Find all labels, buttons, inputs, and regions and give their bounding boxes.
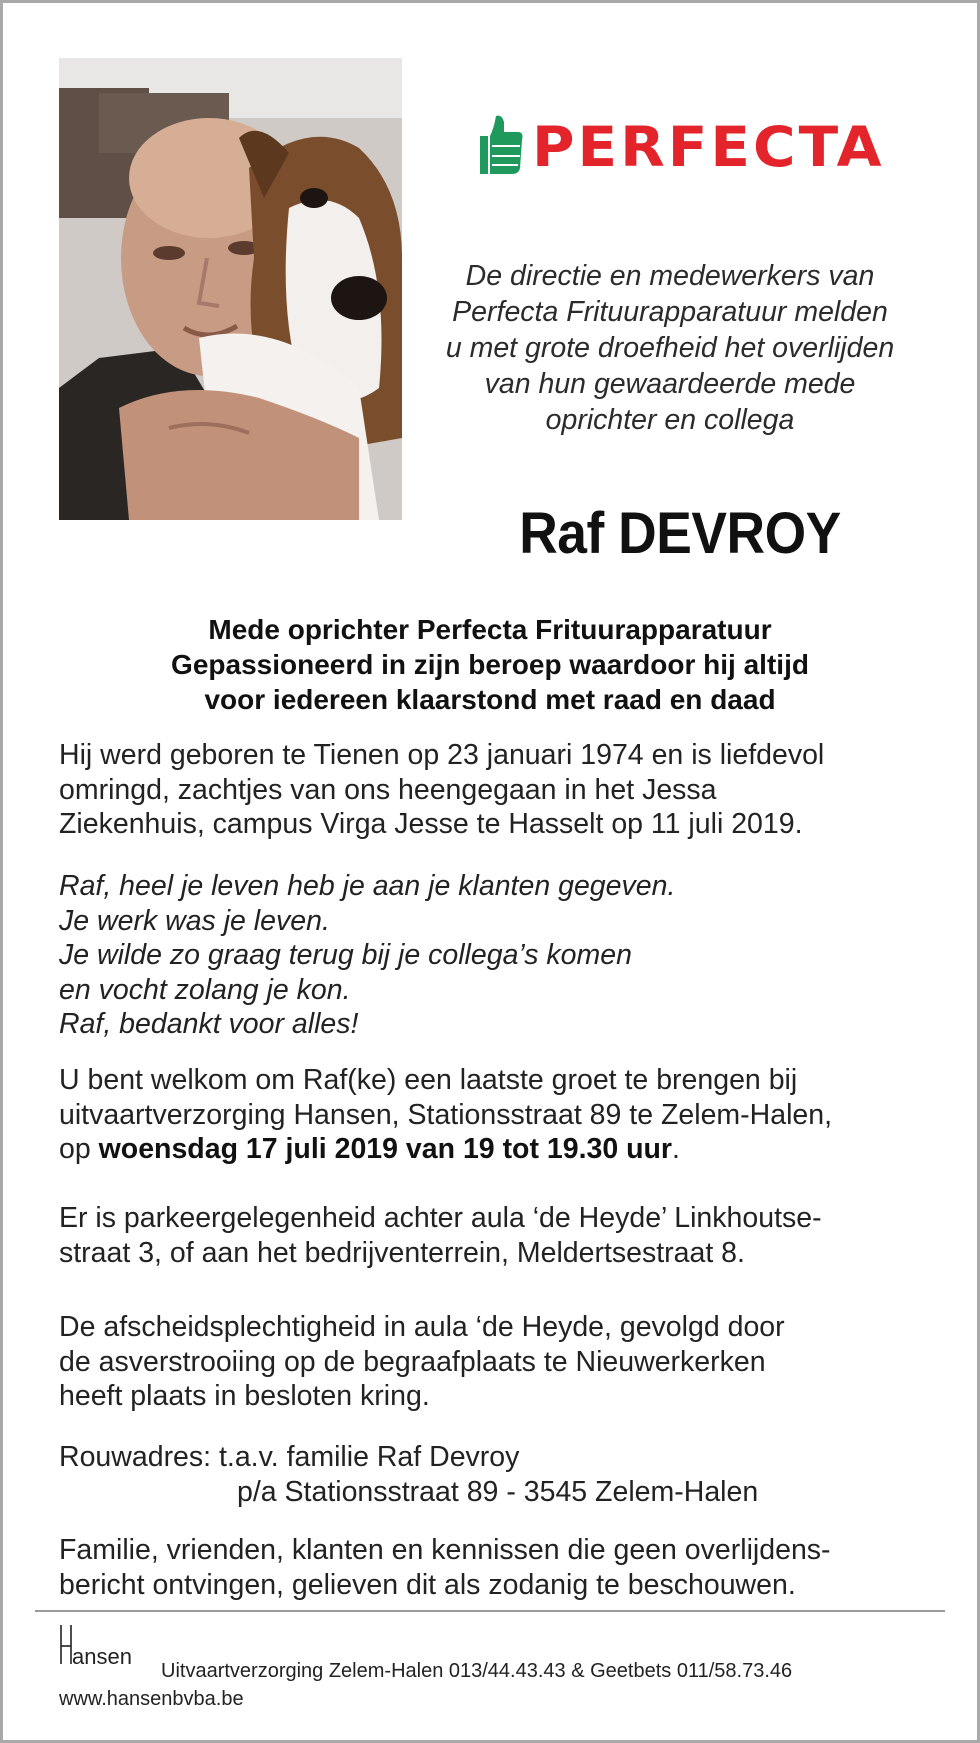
hansen-brand: ansen	[72, 1644, 132, 1665]
poem-line: Je werk was je leven.	[59, 904, 330, 937]
birth-line: omringd, zachtjes van ons heengegaan in het Jessa	[59, 773, 717, 806]
perfecta-logo-text: PERFECTA	[532, 114, 885, 180]
poem-line: Raf, bedankt voor alles!	[59, 1008, 359, 1040]
birth-line: Ziekenhuis, campus Virga Jesse te Hasselt op 11 juli 2019.	[59, 808, 803, 840]
address-line: p/a Stationsstraat 89 - 3545 Zelem-Halen	[237, 1475, 759, 1508]
portrait-photo	[59, 58, 402, 520]
hansen-logo	[59, 1625, 159, 1665]
intro-line: Perfecta Frituurapparatuur melden	[452, 296, 888, 328]
poem-line: Je wilde zo graag terug bij je collega’s komen	[59, 939, 632, 971]
intro-line: van hun gewaardeerde mede	[484, 368, 856, 400]
closing-line: Familie, vrienden, klanten en kennissen die geen overlijdens-	[59, 1534, 831, 1566]
address-line: Rouwadres: t.a.v. familie Raf Devroy	[59, 1441, 520, 1473]
poem	[59, 869, 939, 1042]
parking-line: straat 3, of aan het bedrijventerrein, Meldertsestraat 8.	[59, 1236, 745, 1269]
thumbs-up-icon	[480, 114, 524, 181]
poem-line: Raf, heel je leven heb je aan je klanten gegeven.	[59, 870, 676, 902]
perfecta-logo	[480, 112, 885, 182]
parking-paragraph	[59, 1201, 939, 1270]
ceremony-line: de asverstrooiing op de begraafplaats te Nieuwerkerken	[59, 1345, 766, 1378]
visit-line: uitvaartverzorging Hansen, Stationsstraat 89 te Zelem-Halen,	[59, 1098, 833, 1131]
footer-divider	[35, 1610, 945, 1612]
deceased-name: Raf DEVROY	[519, 501, 841, 566]
subtitle-line: Mede oprichter Perfecta Frituurapparatuur	[208, 614, 772, 645]
intro-line: u met grote droefheid het overlijden	[445, 332, 895, 364]
visit-line	[59, 1132, 939, 1167]
closing-paragraph	[59, 1533, 939, 1602]
intro-text	[420, 258, 920, 438]
funeral-home-info: Uitvaartverzorging Zelem-Halen 013/44.43.43 & Geetbets 011/58.73.46	[161, 1660, 793, 1682]
visit-suffix: .	[672, 1133, 680, 1165]
visit-datetime: woensdag 17 juli 2019 van 19 tot 19.30 uur	[98, 1133, 673, 1165]
funeral-home-url[interactable]: www.hansenbvba.be	[59, 1688, 244, 1710]
ceremony-paragraph	[59, 1310, 939, 1414]
birth-line: Hij werd geboren te Tienen op 23 januari 1974 en is liefdevol	[59, 739, 825, 771]
visit-prefix: op	[59, 1133, 99, 1165]
poem-line: en vocht zolang je kon.	[59, 973, 351, 1006]
intro-line: oprichter en collega	[545, 404, 795, 436]
visit-paragraph	[59, 1063, 939, 1167]
birth-paragraph	[59, 738, 939, 842]
subtitle-line: Gepassioneerd in zijn beroep waardoor hij altijd	[171, 649, 809, 680]
closing-line: bericht ontvingen, gelieven dit als zodanig te beschouwen.	[59, 1568, 796, 1601]
intro-line: De directie en medewerkers van	[465, 260, 875, 292]
ceremony-line: heeft plaats in besloten kring.	[59, 1380, 430, 1412]
subtitle	[40, 612, 940, 717]
subtitle-line: voor iedereen klaarstond met raad en daad	[204, 684, 776, 715]
visit-line: U bent welkom om Raf(ke) een laatste groet te brengen bij	[59, 1064, 798, 1096]
mourning-address	[59, 1440, 939, 1509]
parking-line: Er is parkeergelegenheid achter aula ‘de Heyde’ Linkhoutse-	[59, 1202, 822, 1234]
ceremony-line: De afscheidsplechtigheid in aula ‘de Heyde, gevolgd door	[59, 1311, 785, 1343]
